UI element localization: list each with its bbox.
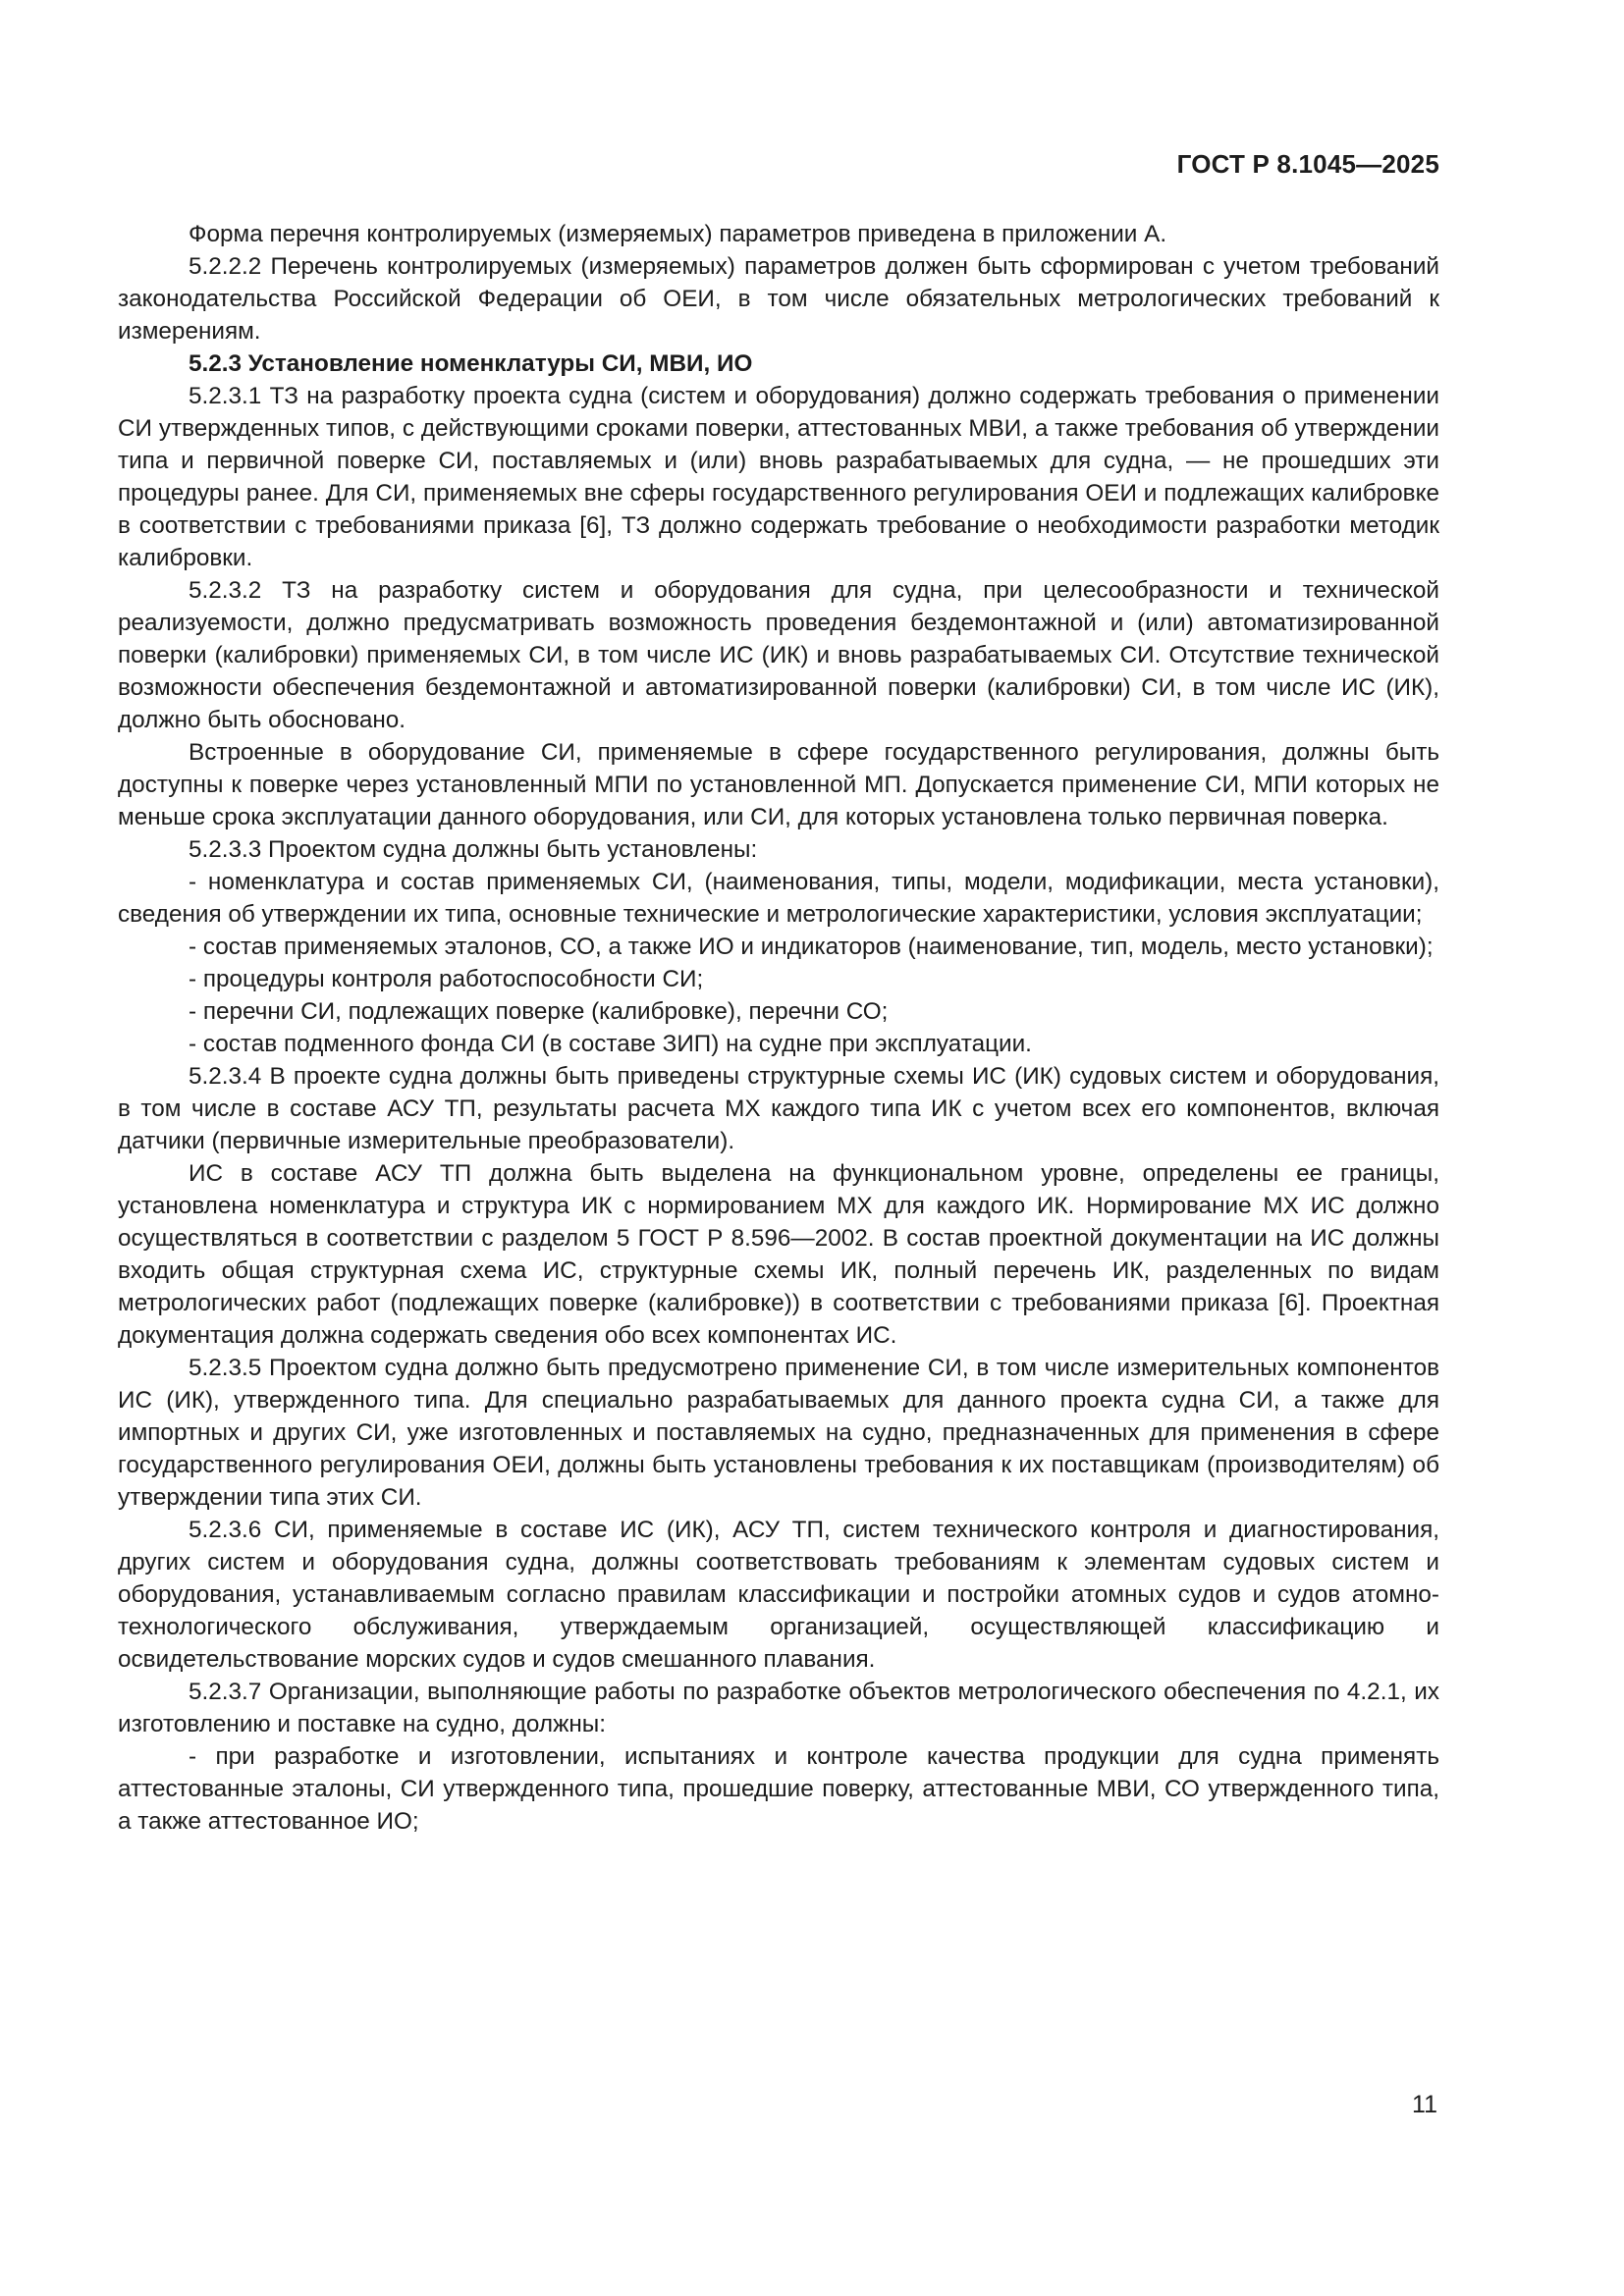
paragraph: 5.2.3.5 Проектом судна должно быть предусмотрено применение СИ, в том числе измерительных компонентов ИС (ИК), утвержденного типа. Для специально разрабатываемых для данного проекта судна СИ, а также для импортных и других СИ, уже изготовленных и поставляемых на судно, предназначенных для применения в сфере государственного регулирования ОЕИ, должны быть установлены требования к их поставщикам (производителям) об утверждении типа этих СИ. xyxy=(118,1355,1439,1511)
paragraph: 5.2.3.4 В проекте судна должны быть приведены структурные схемы ИС (ИК) судовых систем и оборудования, в том числе в составе АСУ ТП, результаты расчета МХ каждого типа ИК с учетом всех его компонентов, включая датчики (первичные измерительные преобразователи). xyxy=(118,1063,1439,1154)
paragraph: 5.2.3.2 ТЗ на разработку систем и оборудования для судна, при целесообразности и технической реализуемости, должно предусматривать возможность проведения бездемонтажной и (или) автоматизированной поверки (калибровки) применяемых СИ, в том числе ИС (ИК) и вновь разрабатываемых СИ. Отсутствие технической возможности обеспечения бездемонтажной и автоматизированной поверки (калибровки) СИ, в том числе ИС (ИК), должно быть обосновано. xyxy=(118,577,1439,733)
list-item: - при разработке и изготовлении, испытаниях и контроле качества продукции для судна применять аттестованные эталоны, СИ утвержденного типа, прошедшие поверку, аттестованные МВИ, СО утвержденного типа, а также аттестованное ИО; xyxy=(118,1743,1439,1835)
paragraph: Форма перечня контролируемых (измеряемых) параметров приведена в приложении А. xyxy=(189,221,1167,247)
list-item: - состав применяемых эталонов, СО, а также ИО и индикаторов (наименование, тип, модель, место установки); xyxy=(189,934,1434,960)
list-item: - процедуры контроля работоспособности СИ; xyxy=(189,966,704,992)
paragraph: 5.2.3.3 Проектом судна должны быть установлены: xyxy=(189,836,758,863)
document-body xyxy=(118,218,1439,1838)
list-item: - состав подменного фонда СИ (в составе ЗИП) на судне при эксплуатации. xyxy=(189,1031,1032,1057)
document-code-header: ГОСТ Р 8.1045—2025 xyxy=(1176,149,1439,179)
list-item: - номенклатура и состав применяемых СИ, (наименования, типы, модели, модификации, места установки), сведения об утверждении их типа, основные технические и метрологические характеристики, условия эксплуатации; xyxy=(118,869,1439,928)
paragraph: ИС в составе АСУ ТП должна быть выделена на функциональном уровне, определены ее границы, установлена номенклатура и структура ИК с нормированием МХ для каждого ИК. Нормирование МХ ИС должно осуществляться в соответствии с разделом 5 ГОСТ Р 8.596—2002. В состав проектной документации на ИС должны входить общая структурная схема ИС, структурные схемы ИК, полный перечень ИК, разделенных по видам метрологических работ (подлежащих поверке (калибровке)) в соответствии с требованиями приказа [6]. Проектная документация должна содержать сведения обо всех компонентах ИС. xyxy=(118,1160,1439,1349)
section-heading: 5.2.3 Установление номенклатуры СИ, МВИ, ИО xyxy=(189,350,753,377)
paragraph: 5.2.2.2 Перечень контролируемых (измеряемых) параметров должен быть сформирован с учетом требований законодательства Российской Федерации об ОЕИ, в том числе обязательных метрологических требований к измерениям. xyxy=(118,253,1439,345)
page-number: 11 xyxy=(1412,2091,1437,2118)
paragraph: 5.2.3.6 СИ, применяемые в составе ИС (ИК), АСУ ТП, систем технического контроля и диагностирования, других систем и оборудования судна, должны соответствовать требованиям к элементам судовых систем и оборудования, устанавливаемым согласно правилам классификации и постройки атомных судов и судов атомно-технологического обслуживания, утверждаемым организацией, осуществляющей классификацию и освидетельствование морских судов и судов смешанного плавания. xyxy=(118,1517,1439,1673)
paragraph: Встроенные в оборудование СИ, применяемые в сфере государственного регулирования, должны быть доступны к поверке через установленный МПИ по установленной МП. Допускается применение СИ, МПИ которых не меньше срока эксплуатации данного оборудования, или СИ, для которых установлена только первичная поверка. xyxy=(118,739,1439,830)
paragraph: 5.2.3.7 Организации, выполняющие работы по разработке объектов метрологического обеспечения по 4.2.1, их изготовлению и поставке на судно, должны: xyxy=(118,1679,1439,1737)
paragraph: 5.2.3.1 ТЗ на разработку проекта судна (систем и оборудования) должно содержать требования о применении СИ утвержденных типов, с действующими сроками поверки, аттестованных МВИ, а также требования об утверждении типа и первичной поверке СИ, поставляемых и (или) вновь разрабатываемых для судна, — не прошедших эти процедуры ранее. Для СИ, применяемых вне сферы государственного регулирования ОЕИ и подлежащих калибровке в соответствии с требованиями приказа [6], ТЗ должно содержать требование о необходимости разработки методик калибровки. xyxy=(118,383,1439,571)
list-item: - перечни СИ, подлежащих поверке (калибровке), перечни СО; xyxy=(189,998,889,1025)
